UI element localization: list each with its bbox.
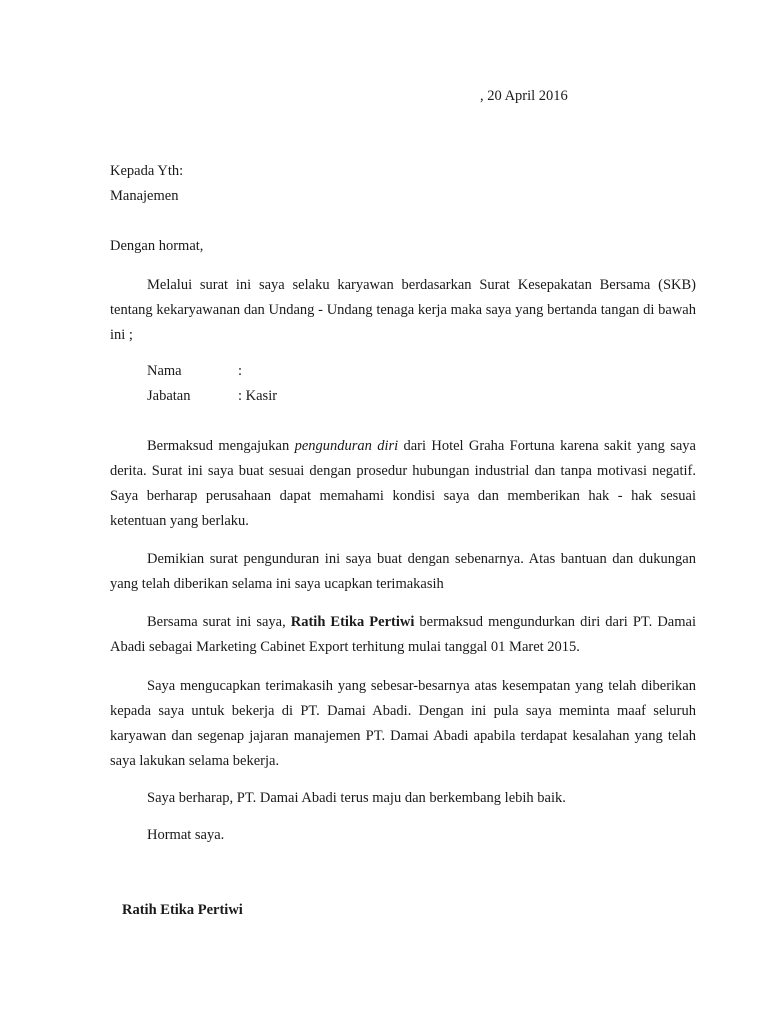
field-jabatan-label: Jabatan (147, 388, 191, 404)
paragraph-declaration-name: Ratih Etika Pertiwi (290, 614, 415, 630)
salutation: Dengan hormat, (110, 238, 204, 254)
recipient-name: Manajemen (110, 188, 179, 204)
paragraph-resignation-start: Bermaksud mengajukan (147, 438, 295, 454)
paragraph-declaration (110, 610, 696, 660)
paragraph-declaration-end: bermaksud mengundurkan diri dari PT. Damai Abadi sebagai Marketing Cabinet Export terhitung mulai tanggal 01 Maret 2015. (110, 614, 696, 655)
paragraph-resignation-end: dari Hotel Graha Fortuna karena sakit yang saya derita. Surat ini saya buat sesuai dengan prosedur hubungan industrial dan tanpa motivasi negatif. Saya berharap perusahaan dapat memahami kondisi saya dan memberikan hak - hak sesuai ketentuan yang berlaku. (110, 438, 696, 529)
field-nama (147, 361, 242, 381)
paragraph-thanks: Demikian surat pengunduran ini saya buat dengan sebenarnya. Atas bantuan dan dukungan yang telah diberikan selama ini saya ucapkan terimakasih (110, 551, 696, 592)
field-nama-value: : (238, 363, 243, 379)
paragraph-hope: Saya berharap, PT. Damai Abadi terus maju dan berkembang lebih baik. (147, 790, 566, 806)
recipient-label: Kepada Yth: (110, 163, 184, 179)
field-jabatan (147, 386, 277, 406)
closing: Hormat saya. (147, 827, 225, 843)
signature-name: Ratih Etika Pertiwi (122, 902, 243, 918)
intro-paragraph: Melalui surat ini saya selaku karyawan berdasarkan Surat Kesepakatan Bersama (SKB) tentang kekaryawanan dan Undang - Undang tenaga kerja maka saya yang bertanda tangan di bawah ini ; (110, 277, 696, 343)
paragraph-resignation (110, 434, 696, 534)
field-jabatan-value: : Kasir (238, 388, 278, 404)
paragraph-resignation-italic: pengunduran diri (294, 438, 399, 454)
field-nama-label: Nama (147, 363, 182, 379)
paragraph-declaration-start: Bersama surat ini saya, (147, 614, 291, 630)
letter-date: , 20 April 2016 (480, 88, 568, 104)
paragraph-apology: Saya mengucapkan terimakasih yang sebesar-besarnya atas kesempatan yang telah diberikan kepada saya untuk bekerja di PT. Damai Abadi. Dengan ini pula saya meminta maaf seluruh karyawan dan segenap jajaran manajemen PT. Damai Abadi apabila terdapat kesalahan yang telah saya lakukan selama bekerja. (110, 678, 696, 769)
